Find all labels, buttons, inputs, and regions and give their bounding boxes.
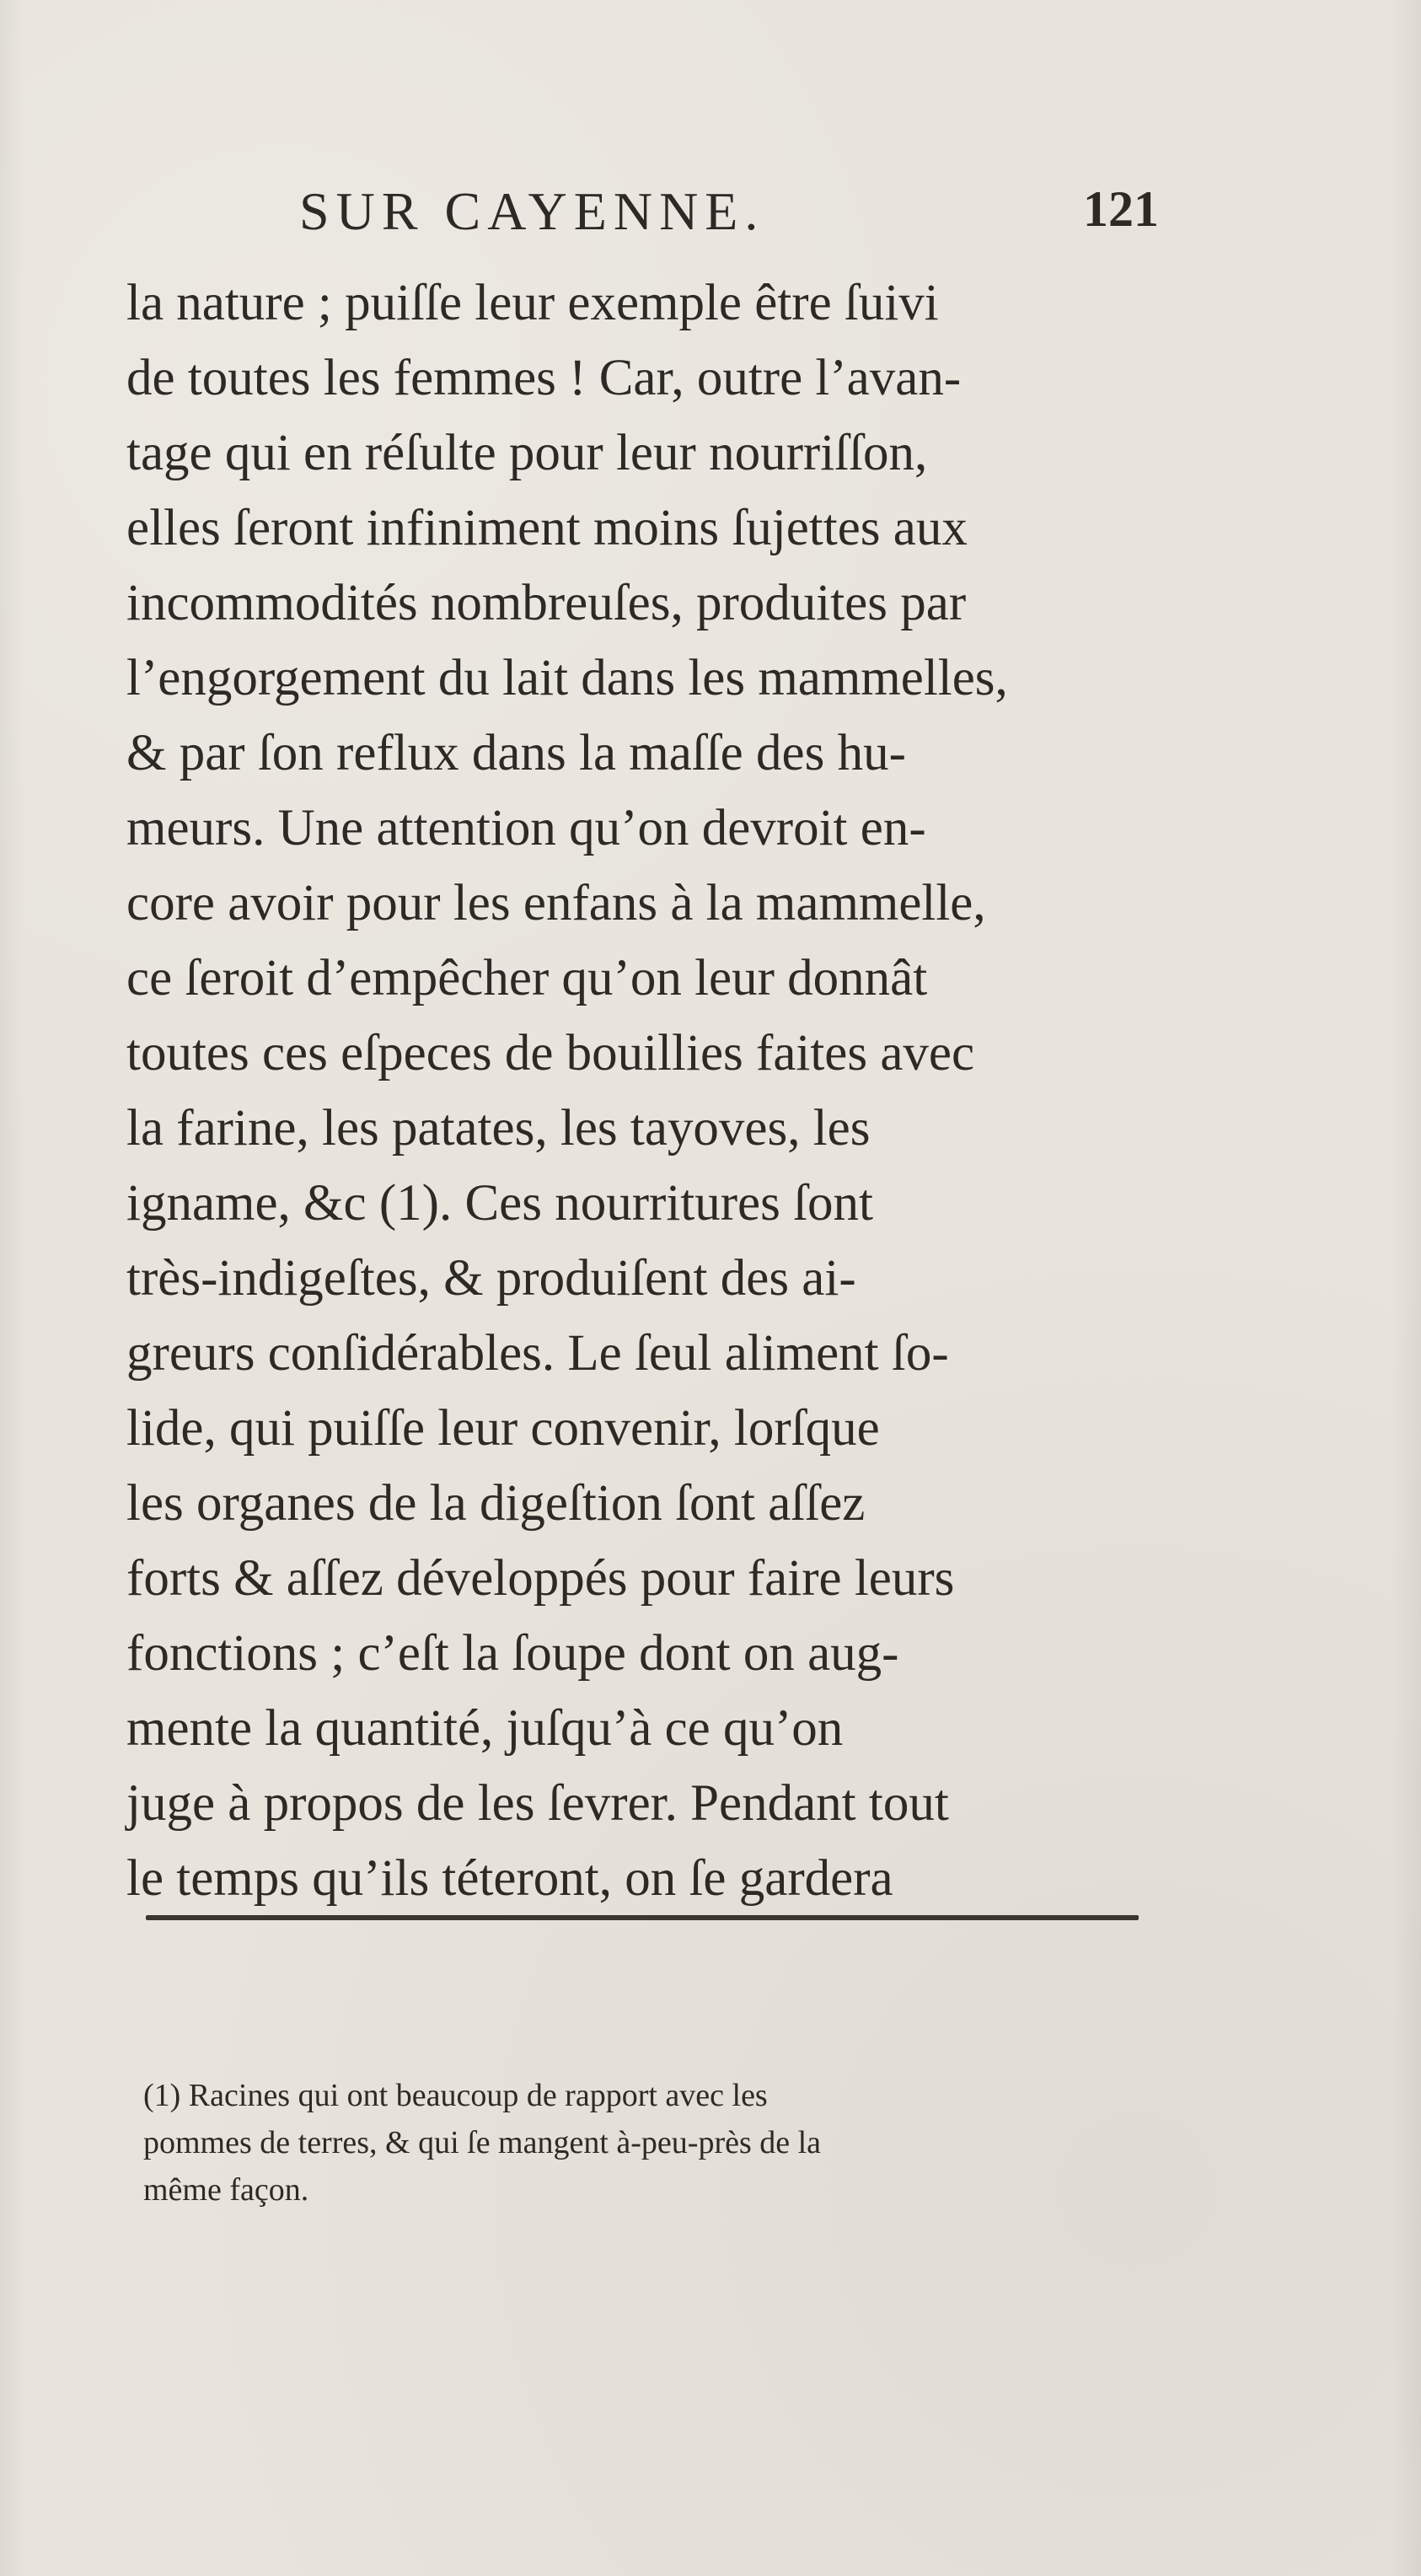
text-line: fonctions ; c’eſt la ſoupe dont on aug-	[126, 1625, 899, 1682]
page-header	[299, 174, 1159, 250]
text-line: toutes ces eſpeces de bouillies faites avec	[126, 1025, 975, 1081]
text-line: core avoir pour les enfans à la mammelle,	[126, 875, 986, 931]
text-line: meurs. Une attention qu’on devroit en-	[126, 800, 926, 856]
footnote-line: (1) Racines qui ont beaucoup de rapport avec les	[143, 2078, 768, 2113]
text-line: le temps qu’ils téteront, on ſe gardera	[126, 1850, 893, 1907]
text-line: & par ſon reflux dans la maſſe des hu-	[126, 725, 906, 781]
footnote-line: même façon.	[143, 2172, 309, 2208]
text-line: de toutes les femmes ! Car, outre l’avan-	[126, 350, 962, 406]
text-line: forts & aſſez développés pour faire leurs	[126, 1550, 955, 1607]
text-line: elles ſeront infiniment moins ſujettes aux	[126, 500, 968, 556]
text-line: la farine, les patates, les tayoves, les	[126, 1100, 871, 1157]
footnote-rule	[146, 1915, 1139, 1920]
text-line: greurs conſidérables. Le ſeul aliment ſo-	[126, 1325, 949, 1382]
footnote-line: pommes de terres, & qui ſe mangent à-peu-près de la	[143, 2125, 822, 2160]
text-line: igname, &c (1). Ces nourritures ſont	[126, 1175, 873, 1232]
text-line: incommodités nombreuſes, produites par	[126, 575, 967, 631]
main-text	[126, 266, 1163, 1916]
text-line: juge à propos de les ſevrer. Pendant tout	[126, 1775, 949, 1832]
text-line: lide, qui puiſſe leur convenir, lorſque	[126, 1400, 880, 1457]
text-line: très-indigeſtes, & produiſent des ai-	[126, 1250, 856, 1307]
footnote	[143, 2072, 1138, 2214]
text-line: la nature ; puiſſe leur exemple être ſuivi	[126, 275, 939, 331]
text-line: l’engorgement du lait dans les mammelles,	[126, 650, 1008, 706]
text-line: ce ſeroit d’empêcher qu’on leur donnât	[126, 950, 928, 1006]
text-line: mente la quantité, juſqu’à ce qu’on	[126, 1700, 844, 1757]
page-number: 121	[1083, 181, 1159, 237]
text-line: les organes de la digeſtion ſont aſſez	[126, 1475, 866, 1532]
running-head: SUR CAYENNE.	[299, 181, 765, 241]
text-line: tage qui en réſulte pour leur nourriſſon,	[126, 425, 928, 481]
